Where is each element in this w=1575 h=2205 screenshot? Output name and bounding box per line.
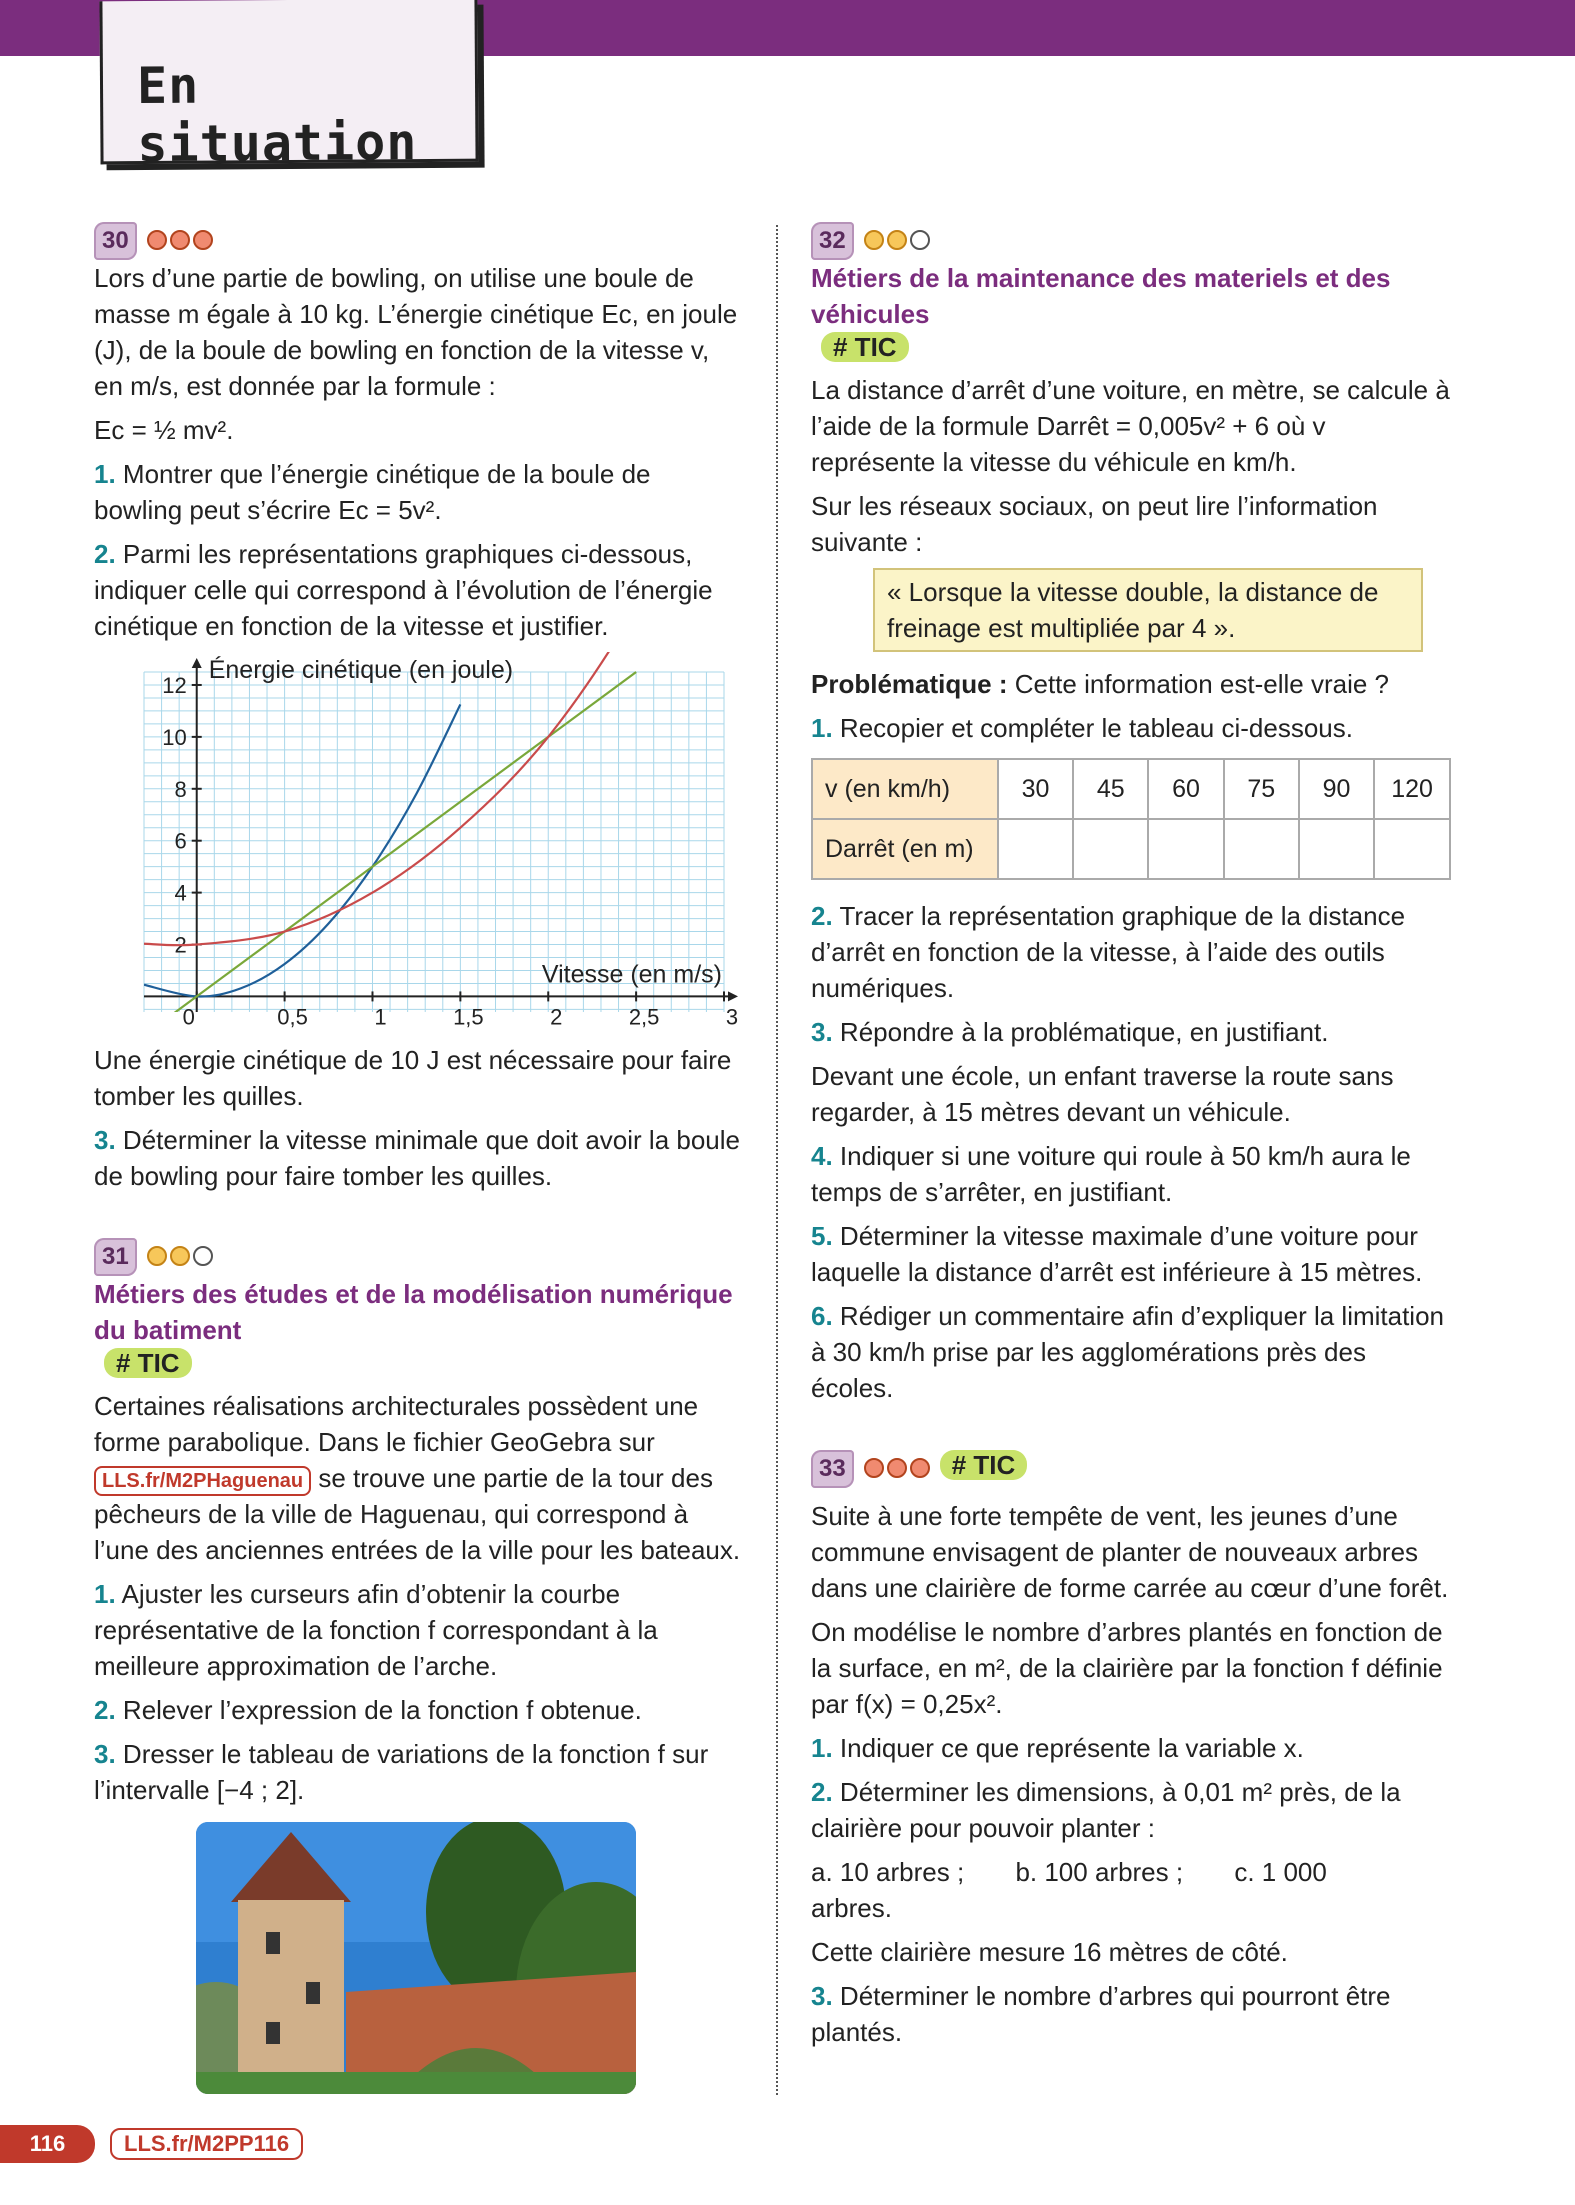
- exercise-number: 33: [811, 1450, 854, 1488]
- exercise-31-title: Métiers des études et de la modélisation numérique du batiment: [94, 1279, 733, 1345]
- section-title-box: [99, 0, 478, 174]
- table-cell: 90: [1299, 759, 1374, 819]
- exercise-number: 30: [94, 222, 137, 260]
- y-tick-label: 12: [162, 672, 187, 698]
- exercise-32-q5: 5. Déterminer la vitesse maximale d’une voiture pour laquelle la distance d’arrêt est inférieure à 15 mètres.: [811, 1221, 1423, 1287]
- exercise-number: 32: [811, 222, 854, 260]
- table-cell: [998, 819, 1073, 879]
- table-cell: 75: [1224, 759, 1299, 819]
- exercise-33-p3: Cette clairière mesure 16 mètres de côté.: [811, 1937, 1288, 1967]
- x-tick-label: 0,5: [277, 1004, 308, 1030]
- table-cell: [1374, 819, 1450, 879]
- exercise-32-q3: 3. Répondre à la problématique, en justifiant.: [811, 1017, 1329, 1047]
- exercise-31-q1: 1. Ajuster les curseurs afin d’obtenir la courbe représentative de la fonction f correspondant à la meilleure approximation de l’arche.: [94, 1579, 658, 1681]
- exercise-30-q1: 1. Montrer que l’énergie cinétique de la boule de bowling peut s’écrire Ec = 5v².: [94, 459, 651, 525]
- choice-b: b. 100 arbres ;: [1015, 1857, 1184, 1887]
- table-cell: [1299, 819, 1374, 879]
- exercise-31-header: [94, 1238, 744, 1378]
- exercise-30-q2: 2. Parmi les représentations graphiques ci-dessous, indiquer celle qui correspond à l’évolution de l’énergie cinétique en fonction de la vitesse et justifier.: [94, 539, 713, 641]
- x-tick-label: 0: [182, 1004, 195, 1030]
- table-cell: 30: [998, 759, 1073, 819]
- tic-badge: # TIC: [821, 332, 909, 362]
- table-cell: 60: [1148, 759, 1223, 819]
- choice-c: c. 1 000 arbres.: [811, 1857, 1327, 1923]
- choice-a: a. 10 arbres ;: [811, 1857, 965, 1887]
- footer-link[interactable]: LLS.fr/M2PP116: [110, 2128, 303, 2160]
- exercise-number: 31: [94, 1238, 137, 1276]
- x-axis-label: Vitesse (en m/s): [541, 960, 722, 989]
- page-number: 116: [0, 2125, 95, 2163]
- y-tick-label: 6: [174, 828, 187, 854]
- quote-box: « Lorsque la vitesse double, la distance de freinage est multipliée par 4 ».: [873, 568, 1423, 652]
- x-tick-label: 2,5: [628, 1004, 660, 1030]
- table-row: [812, 759, 1450, 819]
- y-tick-label: 4: [174, 880, 187, 906]
- exercise-32-q6: 6. Rédiger un commentaire afin d’expliquer la limitation à 30 km/h prise par les agglomérations près des écoles.: [811, 1301, 1445, 1403]
- y-axis-arrow: [192, 658, 202, 668]
- exercise-33-p2: On modélise le nombre d’arbres plantés en fonction de la surface, en m², de la clairière par la fonction f définie par f(x) = 0,25x².: [811, 1617, 1443, 1719]
- table-row: [812, 819, 1450, 879]
- x-axis-arrow: [728, 991, 738, 1001]
- y-tick-label: 2: [174, 932, 187, 958]
- table-cell: [1224, 819, 1299, 879]
- exercise-30-header: [94, 222, 744, 260]
- exercise-33-q2: 2. Déterminer les dimensions, à 0,01 m² près, de la clairière pour pouvoir planter :: [811, 1777, 1401, 1843]
- right-column: [811, 222, 1451, 2058]
- x-tick-label: 1: [374, 1004, 387, 1030]
- exercise-30-formula: Ec = ½ mv².: [94, 415, 234, 445]
- section-title: En situation: [136, 56, 418, 174]
- exercise-31-q2: 2. Relever l’expression de la fonction f obtenue.: [94, 1695, 642, 1725]
- table-header: v (en km/h): [812, 759, 998, 819]
- problematique: Problématique : Cette information est-elle vraie ?: [811, 669, 1390, 699]
- exercise-32-q2: 2. Tracer la représentation graphique de la distance d’arrêt en fonction de la vitesse, à l’aide des outils numériques.: [811, 901, 1406, 1003]
- speed-distance-table: [811, 758, 1451, 880]
- exercise-30-after: Une énergie cinétique de 10 J est nécessaire pour faire tomber les quilles.: [94, 1045, 732, 1111]
- table-cell: [1148, 819, 1223, 879]
- y-tick-label: 8: [174, 776, 187, 802]
- exercise-32-q1: 1. Recopier et compléter le tableau ci-dessous.: [811, 713, 1353, 743]
- exercise-33-q3: 3. Déterminer le nombre d’arbres qui pourront être plantés.: [811, 1981, 1391, 2047]
- tic-badge: # TIC: [940, 1450, 1028, 1480]
- y-tick-label: 10: [162, 724, 187, 750]
- y-axis-label: Énergie cinétique (en joule): [208, 656, 514, 684]
- difficulty-dots-icon: [147, 1238, 213, 1274]
- table-cell: [1073, 819, 1148, 879]
- exercise-32-p1: La distance d’arrêt d’une voiture, en mètre, se calcule à l’aide de la formule Darrêt = 0,005v² + 6 où v représente la vitesse du véhicule en km/h.: [811, 375, 1450, 477]
- x-tick-label: 3: [725, 1004, 739, 1030]
- exercise-32-p2: Sur les réseaux sociaux, on peut lire l’information suivante :: [811, 491, 1378, 557]
- difficulty-dots-icon: [864, 222, 930, 258]
- table-cell: 45: [1073, 759, 1148, 819]
- energy-chart-svg: [94, 652, 754, 1042]
- geogebra-link[interactable]: LLS.fr/M2PHaguenau: [94, 1466, 311, 1496]
- exercise-33-header: [811, 1450, 1451, 1488]
- exercise-30-intro: Lors d’une partie de bowling, on utilise une boule de masse m égale à 10 kg. L’énergie cinétique Ec, en joule (J), de la boule de bowling en fonction de la vitesse v, en m/s, est donnée par la formule :: [94, 263, 738, 401]
- exercise-32-header: [811, 222, 1451, 362]
- table-header: Darrêt (en m): [812, 819, 998, 879]
- exercise-33-q1: 1. Indiquer ce que représente la variable x.: [811, 1733, 1304, 1763]
- x-tick-label: 1,5: [453, 1004, 484, 1030]
- exercise-33-p1: Suite à une forte tempête de vent, les jeunes d’une commune envisagent de planter de nouveaux arbres dans une clairière de forme carrée au cœur d’une forêt.: [811, 1501, 1449, 1603]
- exercise-30-q3: 3. Déterminer la vitesse minimale que doit avoir la boule de bowling pour faire tomber les quilles.: [94, 1125, 740, 1191]
- difficulty-dots-icon: [864, 1450, 930, 1486]
- table-cell: 120: [1374, 759, 1450, 819]
- energy-chart: [94, 652, 754, 1042]
- left-column: [94, 222, 744, 2094]
- series-line-3: [144, 652, 724, 945]
- exercise-31-intro: Certaines réalisations architecturales possèdent une forme parabolique. Dans le fichier GeoGebra sur LLS.fr/M2PHaguenau se trouve une partie de la tour des pêcheurs de la ville de Haguenau, qui correspond à l’une des anciennes entrées de la ville pour les bateaux.: [94, 1391, 741, 1565]
- tic-badge: # TIC: [104, 1348, 192, 1378]
- exercise-31-q3: 3. Dresser le tableau de variations de la fonction f sur l’intervalle [−4 ; 2].: [94, 1739, 709, 1805]
- x-tick-label: 2: [550, 1004, 563, 1030]
- column-divider: [776, 225, 778, 2095]
- exercise-32-p3: Devant une école, un enfant traverse la route sans regarder, à 15 mètres devant un véhicule.: [811, 1061, 1394, 1127]
- exercise-32-title: Métiers de la maintenance des materiels et des véhicules: [811, 263, 1391, 329]
- exercise-32-q4: 4. Indiquer si une voiture qui roule à 50 km/h aura le temps de s’arrêter, en justifiant.: [811, 1141, 1411, 1207]
- tower-photo: [196, 1822, 636, 2094]
- difficulty-dots-icon: [147, 222, 213, 258]
- exercise-33-choices: [811, 1854, 1451, 1926]
